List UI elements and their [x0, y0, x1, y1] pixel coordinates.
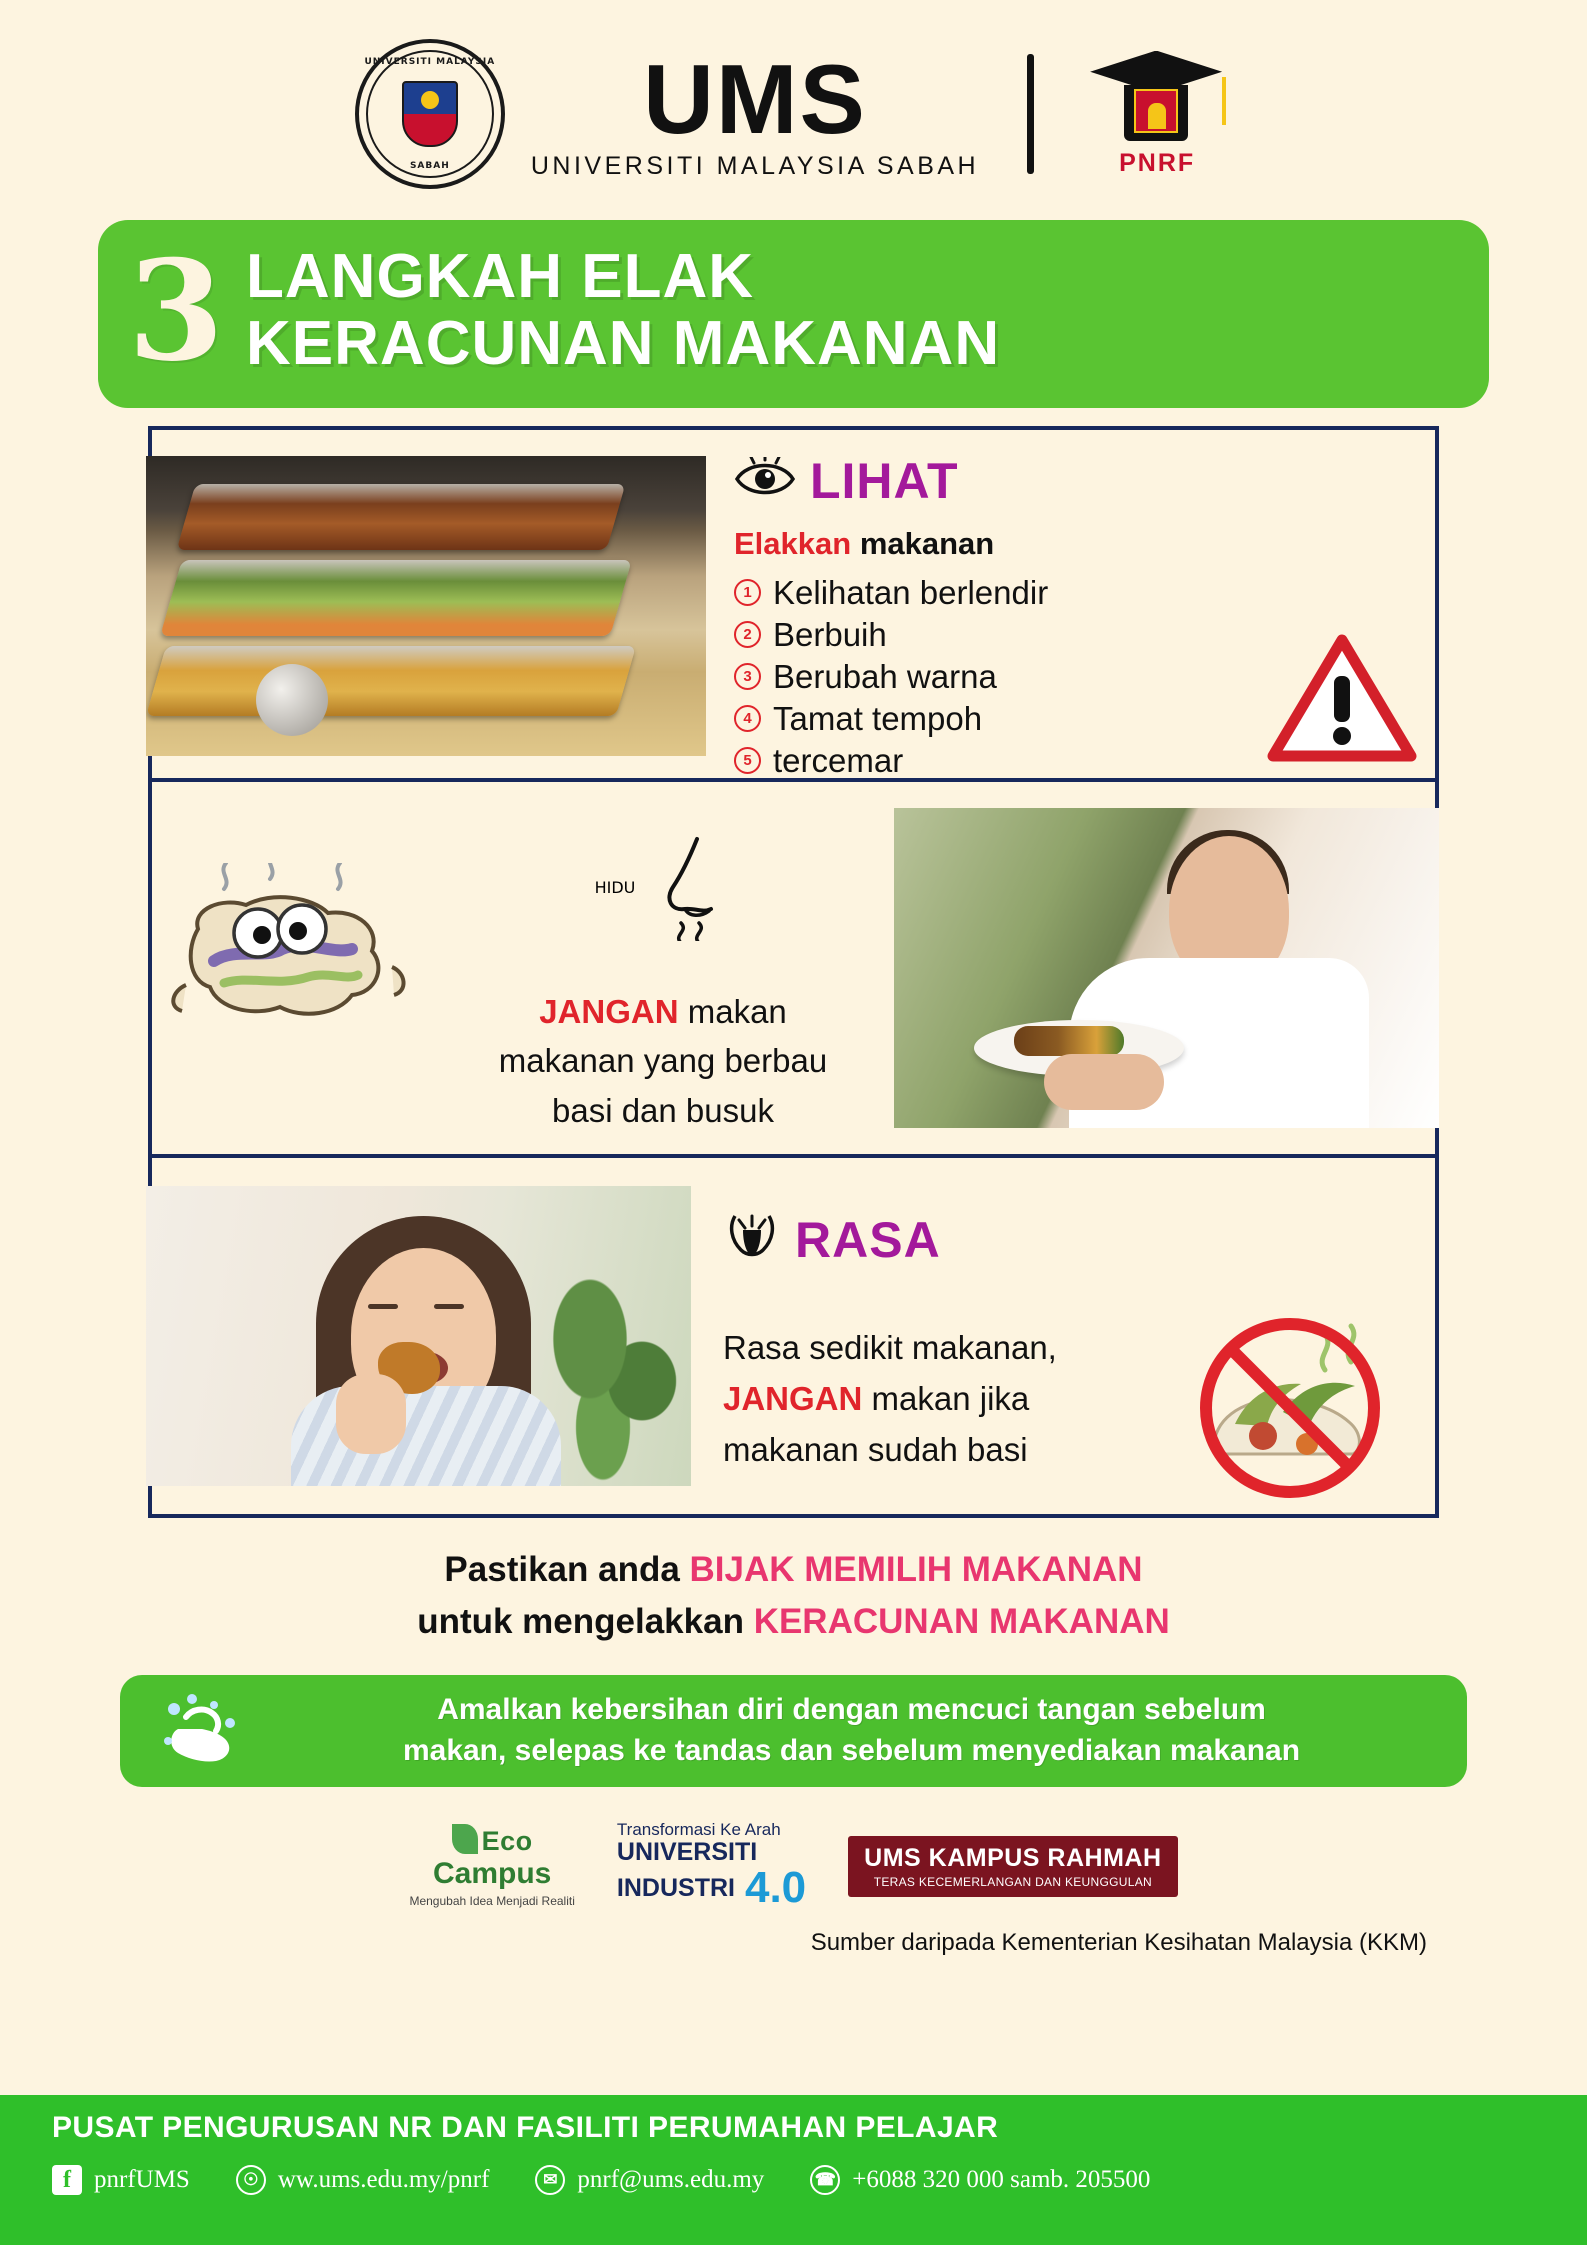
list-item: [734, 574, 1425, 612]
lihat-title: LIHAT: [810, 452, 959, 509]
closing-line-2-pink: KERACUNAN MAKANAN: [753, 1602, 1170, 1642]
crest-top-text: UNIVERSITI MALAYSIA: [364, 57, 496, 67]
hidu-text: [499, 987, 827, 1136]
closing-line-2-plain: untuk mengelakkan: [417, 1602, 754, 1642]
footer-facebook-handle: pnrfUMS: [94, 2166, 190, 2193]
eco-campus-line-1: Eco: [409, 1824, 574, 1857]
leaf-icon: [452, 1824, 478, 1854]
closing-message: [0, 1544, 1587, 1649]
ti-line-3: INDUSTRI: [616, 1873, 735, 1902]
hygiene-line-1: Amalkan kebersihan diri dengan mencuci tangan sebelum: [437, 1693, 1266, 1727]
footer-website[interactable]: [236, 2165, 490, 2195]
rasa-content: [691, 1158, 1435, 1514]
rasa-heading: [723, 1210, 1435, 1270]
pnrf-logo: [1082, 51, 1232, 178]
eco-campus-line-2: Campus: [433, 1857, 552, 1891]
nose-icon: [655, 831, 731, 945]
section-lihat: [148, 426, 1439, 778]
rasa-text: [723, 1322, 1153, 1475]
eco-campus-logo: [409, 1824, 574, 1908]
warning-triangle-icon: [1267, 632, 1417, 764]
title-banner: [98, 220, 1489, 408]
rasa-line-2-rest: makan jika: [862, 1380, 1030, 1418]
footer-website-url: ww.ums.edu.my/pnrf: [277, 2166, 490, 2193]
rasa-title: RASA: [795, 1211, 941, 1268]
closing-line-2: [0, 1596, 1587, 1649]
section-hidu: [148, 778, 1439, 1158]
ums-kampus-rahmah-logo: [848, 1836, 1177, 1897]
kampus-line-1: UMS KAMPUS RAHMAH: [864, 1843, 1162, 1872]
rasa-line-2-red: JANGAN: [723, 1380, 863, 1418]
lihat-heading: [734, 452, 1425, 510]
footer-contacts: [52, 2165, 1535, 2195]
lihat-subtitle-red: Elakkan: [734, 525, 852, 561]
section-rasa: [148, 1158, 1439, 1518]
partner-logos: [0, 1821, 1587, 1911]
lihat-item-4: Tamat tempoh: [773, 699, 983, 737]
hidu-text-line2: makanan yang berbau: [498, 1042, 828, 1080]
hidu-content: [432, 801, 894, 1136]
title-line-2: KERACUNAN MAKANAN: [246, 308, 1001, 378]
crest-shield-icon: [402, 81, 458, 147]
graduation-cap-icon: [1082, 51, 1232, 147]
ti-line-2: UNIVERSITI: [616, 1837, 758, 1866]
globe-icon: ☉: [236, 2165, 266, 2195]
hidu-text-line3: basi dan busuk: [552, 1091, 774, 1129]
footer-facebook[interactable]: [52, 2165, 190, 2195]
lihat-item-3: Berubah warna: [773, 657, 997, 695]
hygiene-text: [272, 1690, 1431, 1771]
ums-wordmark: [530, 43, 980, 180]
ti-line-1: Transformasi Ke Arah: [616, 1819, 781, 1839]
bullet-4: 4: [734, 705, 761, 732]
kampus-line-2: TERAS KECEMERLANGAN DAN KEUNGGULAN: [873, 1874, 1152, 1889]
closing-line-1-plain: Pastikan anda: [444, 1549, 690, 1589]
ums-acronym: UMS: [643, 43, 867, 154]
closing-line-1-pink: BIJAK MEMILIH MAKANAN: [689, 1549, 1143, 1589]
handwash-icon: [156, 1689, 248, 1773]
pnrf-label: PNRF: [1119, 148, 1196, 177]
bullet-1: 1: [734, 579, 761, 606]
ti-number: 4.0: [744, 1863, 807, 1912]
lihat-item-5: tercemar: [773, 741, 904, 779]
hidu-text-line1: makan: [678, 992, 787, 1030]
hidu-title: HIDU: [594, 878, 636, 898]
bullet-5: 5: [734, 747, 761, 774]
header-logos: [0, 0, 1587, 210]
tongue-icon: [723, 1210, 781, 1270]
spoiled-sandwich-icon: [162, 863, 432, 1073]
bullet-2: 2: [734, 621, 761, 648]
closing-line-1: [0, 1544, 1587, 1597]
eye-icon: [734, 457, 796, 505]
title-line-1: LANGKAH ELAK: [246, 242, 755, 311]
footer-phone[interactable]: [810, 2165, 1150, 2195]
footer-email-address: pnrf@ums.edu.my: [577, 2166, 765, 2193]
ums-crest-icon: [355, 39, 505, 189]
crest-bottom-text: SABAH: [409, 161, 450, 171]
footer-bar: [0, 2095, 1587, 2245]
header-divider: [1027, 54, 1034, 174]
bullet-3: 3: [734, 663, 761, 690]
envelope-icon: ✉: [535, 2165, 565, 2195]
lihat-subtitle-rest: makanan: [851, 525, 995, 561]
rasa-line-1: Rasa sedikit makanan,: [723, 1328, 1057, 1366]
footer-phone-number: +6088 320 000 samb. 205500: [852, 2166, 1151, 2193]
universiti-industri-40-logo: [617, 1821, 806, 1911]
footer-title: PUSAT PENGURUSAN NR DAN FASILITI PERUMAHAN PELAJAR: [52, 2111, 999, 2144]
title-number: 3: [128, 229, 225, 393]
eco-campus-tagline: Mengubah Idea Menjadi Realiti: [409, 1894, 575, 1909]
lihat-subtitle: [734, 526, 1425, 562]
lihat-content: [706, 430, 1435, 778]
phone-icon: ☎: [810, 2165, 840, 2195]
lihat-item-1: Kelihatan berlendir: [773, 573, 1049, 611]
hygiene-line-2: makan, selepas ke tandas dan sebelum menyediakan makanan: [402, 1733, 1301, 1767]
footer-email[interactable]: [535, 2165, 764, 2195]
rasa-line-3: makanan sudah basi: [723, 1431, 1028, 1469]
source-note: Sumber daripada Kementerian Kesihatan Malaysia (KKM): [810, 1929, 1427, 1957]
title-lines: [246, 244, 1000, 378]
hygiene-banner: [120, 1675, 1467, 1787]
ums-fullname: UNIVERSITI MALAYSIA SABAH: [530, 151, 980, 180]
lihat-item-2: Berbuih: [773, 615, 887, 653]
no-spoiled-food-icon: [1175, 1304, 1405, 1504]
facebook-icon: f: [52, 2165, 82, 2195]
buffet-food-photo: [146, 456, 706, 756]
chef-smelling-photo: [894, 808, 1439, 1128]
woman-eating-photo: [146, 1186, 691, 1486]
hidu-heading: [595, 831, 732, 945]
hidu-text-red: JANGAN: [539, 992, 679, 1030]
